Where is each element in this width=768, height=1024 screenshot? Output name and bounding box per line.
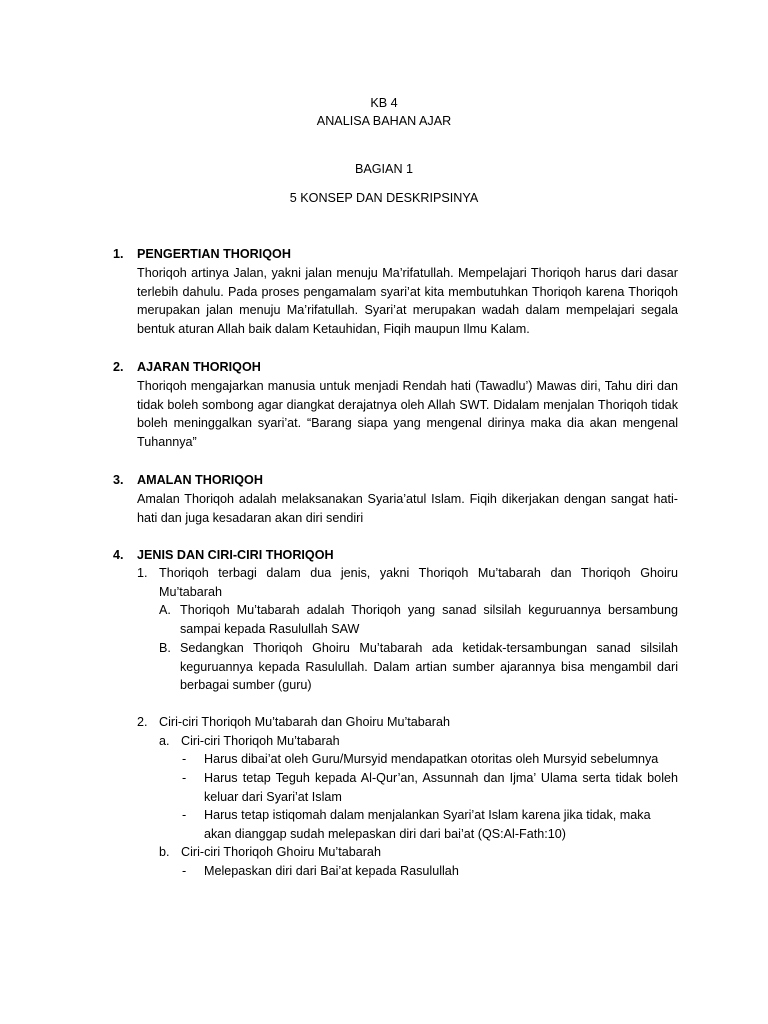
section-2-body <box>137 377 678 451</box>
body-line: bentuk aturan Allah baik dalam Ketauhidan, Fiqih maupun Ilmu Kalam. <box>137 321 530 336</box>
section-2-number: 2. <box>113 360 124 374</box>
body-line: boleh meninggalkan syari’at. “Barang siapa yang mengenal dirinya maka dia akan mengenal <box>137 416 678 430</box>
body-line: tidak boleh sombong agar diangkat derajatnya oleh Allah SWT. Didalam menjalan Thoriqoh tidak <box>137 397 678 412</box>
subitem-b-text <box>180 639 678 695</box>
list-item-1-text <box>159 564 678 601</box>
bullet-2-text <box>204 769 678 806</box>
body-line: Thoriqoh mengajarkan manusia untuk menjadi Rendah hati (Tawadlu’) Mawas diri, Tahu diri dan <box>137 379 678 393</box>
doc-code: KB 4 <box>370 96 398 110</box>
body-line: hati dan juga kesadaran akan diri sendiri <box>137 510 364 525</box>
body-line: akan dianggap sudah melepaskan diri dari bai’at (QS:Al-Fath:10) <box>204 826 566 841</box>
body-line: Mu’tabarah <box>159 584 223 599</box>
body-line: Harus dibai’at oleh Guru/Mursyid mendapatkan otoritas oleh Mursyid sebelumnya <box>204 752 659 766</box>
body-line: merupakan jalan menuju Ma’rifatullah. Syari’at merupakan wadah dalam mempelajari segala <box>137 303 678 317</box>
body-line: Thoriqoh artinya Jalan, yakni jalan menuju Ma’rifatullah. Mempelajari Thoriqoh harus dari dasar <box>137 266 678 280</box>
section-3-body <box>137 490 678 527</box>
subitem-b-lower-label: Ciri-ciri Thoriqoh Ghoiru Mu’tabarah <box>181 845 381 859</box>
body-line: keluar dari Syari’at Islam <box>204 789 342 804</box>
bullet-dash: - <box>182 771 187 785</box>
subitem-b-lower-marker: b. <box>159 845 170 859</box>
subitem-a-marker: A. <box>159 603 171 617</box>
bullet-dash: - <box>182 864 187 878</box>
body-line: sampai kepada Rasulullah SAW <box>180 621 360 636</box>
bullet-1-text <box>204 750 678 769</box>
section-3-title: AMALAN THORIQOH <box>137 473 263 487</box>
doc-title: ANALISA BAHAN AJAR <box>316 114 452 128</box>
section-part: BAGIAN 1 <box>354 162 414 176</box>
doc-subtitle: 5 KONSEP DAN DESKRIPSINYA <box>289 191 479 205</box>
bullet-4-text <box>204 862 678 881</box>
body-line: Thoriqoh Mu’tabarah adalah Thoriqoh yang sanad silsilah keguruannya bersambung <box>180 603 678 617</box>
list-item-2-marker: 2. <box>137 715 148 729</box>
list-item-1-marker: 1. <box>137 566 148 580</box>
body-line: Amalan Thoriqoh adalah melaksanakan Syaria’atul Islam. Fiqih dikerjakan dengan sangat hati- <box>137 492 678 506</box>
body-line: Harus tetap Teguh kepada Al-Qur’an, Assunnah dan Ijma’ Ulama serta tidak boleh <box>204 771 678 785</box>
section-4-title: JENIS DAN CIRI-CIRI THORIQOH <box>137 548 334 562</box>
subitem-a-lower-label: Ciri-ciri Thoriqoh Mu’tabarah <box>181 734 340 748</box>
body-line: Sedangkan Thoriqoh Ghoiru Mu’tabarah ada ketidak-tersambungan sanad silsilah <box>180 641 678 655</box>
subitem-a-text <box>180 601 678 638</box>
body-line: terlebih dahulu. Pada proses pengamalam syari’at kita membutuhkan Thoriqoh karena Thoriqoh <box>137 284 678 299</box>
section-1-title: PENGERTIAN THORIQOH <box>137 247 291 261</box>
section-4-number: 4. <box>113 548 124 562</box>
bullet-dash: - <box>182 752 187 766</box>
section-2-title: AJARAN THORIQOH <box>137 360 261 374</box>
list-item-2-text: Ciri-ciri Thoriqoh Mu’tabarah dan Ghoiru Mu’tabarah <box>159 715 450 729</box>
body-line: keguruannya kepada Rasulullah. Dalam artian sumber ajarannya bisa mengambil dari <box>180 659 678 674</box>
body-line: Melepaskan diri dari Bai’at kepada Rasulullah <box>204 864 459 878</box>
bullet-dash: - <box>182 808 187 822</box>
body-line: Harus tetap istiqomah dalam menjalankan Syari’at Islam karena jika tidak, maka <box>204 808 651 822</box>
subitem-a-lower-marker: a. <box>159 734 170 748</box>
bullet-3-text <box>204 806 678 843</box>
body-line: Tuhannya” <box>137 434 197 449</box>
body-line: Thoriqoh terbagi dalam dua jenis, yakni Thoriqoh Mu’tabarah dan Thoriqoh Ghoiru <box>159 566 678 580</box>
subitem-b-marker: B. <box>159 641 171 655</box>
section-3-number: 3. <box>113 473 124 487</box>
body-line: berbagai sumber (guru) <box>180 678 312 692</box>
section-1-number: 1. <box>113 247 124 261</box>
section-1-body <box>137 264 678 338</box>
